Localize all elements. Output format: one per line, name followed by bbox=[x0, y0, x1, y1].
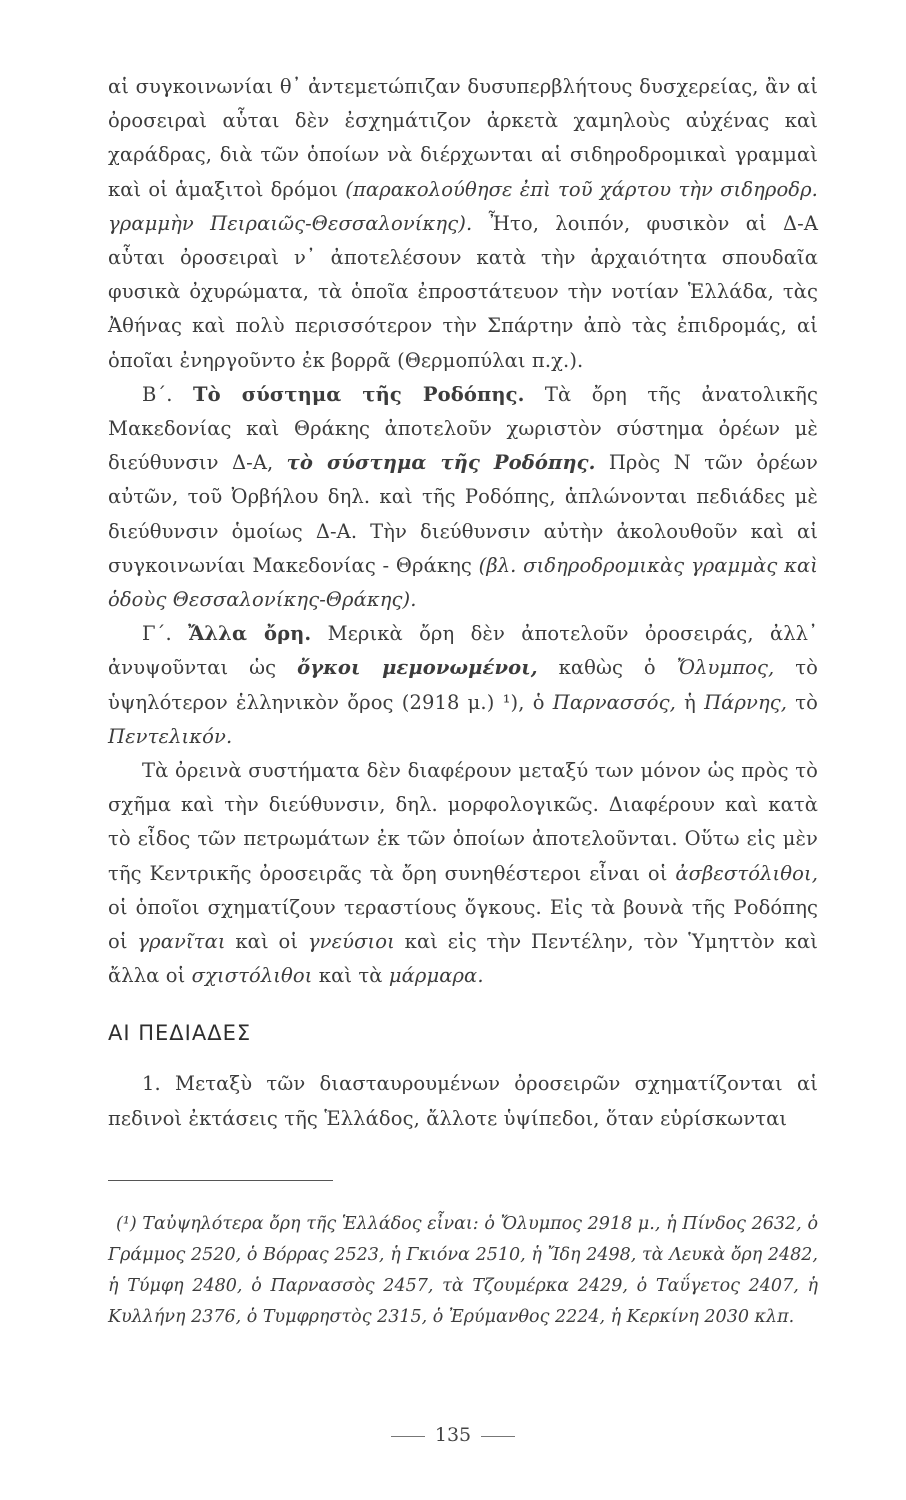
italic-text-run: Πάρνης, bbox=[704, 690, 788, 714]
paragraph-rock-types bbox=[108, 754, 818, 993]
italic-text-run: Ὄλυμπος, bbox=[676, 656, 775, 680]
subsection-heading: Ἄλλα ὄρη. bbox=[188, 622, 312, 646]
italic-text-run: Παρνασσός, bbox=[552, 690, 676, 714]
section-heading: ΑΙ ΠΕΔΙΑΔΕΣ bbox=[108, 1021, 252, 1046]
text-run: Πρὸς Ν τῶν ὀρέων αὐτῶν, τοῦ Ὀρβήλου δηλ. καὶ τῆς Ροδόπης, ἁπλώνονται πεδιάδες μὲ διεύθυνσιν ὁμοίως Δ-Α. Τὴν διεύθυνσιν αὐτὴν ἀκολουθοῦν καὶ αἱ συγκοινωνίαι Μακεδονίας - Θράκης bbox=[108, 451, 818, 577]
italic-text-run: σχιστόλιθοι bbox=[191, 964, 313, 988]
text-run: τὸ ὑψηλότερον ἑλληνικὸν ὄρος (2918 μ.) ¹), ὁ bbox=[108, 656, 818, 714]
bold-italic-text-run: τὸ σύστημα τῆς Ροδόπης. bbox=[286, 451, 596, 475]
text-run: Τὰ ὀρεινὰ συστήματα δὲν διαφέρουν μεταξύ των μόνον ὡς πρὸς τὸ σχῆμα καὶ τὴν διεύθυνσιν, δηλ. μορφολογικῶς. Διαφέρουν καὶ κατὰ τὸ εἶδος τῶν πετρωμάτων ἐκ τῶν ὁποίων ἀποτελοῦνται. Οὕτω εἰς μὲν τῆς Κεντρικῆς ὀροσειρᾶς τὰ ὄρη συνηθέστεροι εἶναι οἱ bbox=[108, 759, 818, 885]
paragraph-rhodope-system bbox=[108, 378, 818, 617]
subsection-heading: Τὸ σύστημα τῆς Ροδόπης. bbox=[193, 382, 525, 406]
text-run: καὶ τὰ bbox=[312, 964, 389, 988]
text-run: τὸ bbox=[787, 690, 818, 714]
paragraph-plains: 1. Μεταξὺ τῶν διασταυρουμένων ὀροσειρῶν σχηματίζονται αἱ πεδινοὶ ἐκτάσεις τῆς Ἑλλάδος, ἄλλοτε ὑψίπεδοι, ὅταν εὑρίσκωνται bbox=[108, 1072, 818, 1130]
page-number-value: 135 bbox=[434, 1424, 472, 1446]
italic-text-run: γρανῖται bbox=[137, 930, 226, 954]
italic-text-run: (παρακολούθησε ἐπὶ τοῦ χάρτου τὴν σιδηροδρ. γραμμὴν Πειραιῶς-Θεσσαλονίκης). bbox=[108, 177, 818, 235]
paragraph-other-mountains bbox=[108, 617, 818, 754]
footnote: (¹) Ταὐψηλότερα ὄρη τῆς Ἑλλάδος εἶναι: ὁ Ὄλυμπος 2918 μ., ἡ Πίνδος 2632, ὁ Γράμμος 2520, ὁ Βόρρας 2523, ἡ Γκιόνα 2510, ἡ Ἴδη 2498, τὰ Λευκὰ ὄρη 2482, ἡ Τύμφη 2480, ὁ Παρνασσὸς 2457, τὰ Τζουμέρκα 2429, ὁ Ταΰγετος 2407, ἡ Κυλλήνη 2376, ὁ Τυμφρηστὸς 2315, ὁ Ἐρύμανθος 2224, ἡ Κερκίνη 2030 κλπ. bbox=[108, 1213, 818, 1327]
page-number-dash-right bbox=[481, 1436, 515, 1437]
italic-text-run: ἀσβεστόλιθοι, bbox=[675, 861, 818, 885]
text-run: καθὼς ὁ bbox=[537, 656, 677, 680]
footnote-divider bbox=[108, 1180, 333, 1181]
text-run: αἱ συγκοινωνίαι θ᾽ ἀντεμετώπιζαν δυσυπερβλήτους δυσχερείας, ἂν αἱ ὀροσειραὶ αὗται δὲν ἐσχημάτιζον ἀρκετὰ χαμηλοὺς αὐχένας καὶ χαράδρας, διὰ τῶν ὁποίων νὰ διέρχωνται αἱ σιδηροδρομικαὶ γραμμαὶ καὶ οἱ ἁμαξιτοὶ δρόμοι bbox=[108, 75, 818, 201]
text-run: ἡ bbox=[675, 690, 705, 714]
text-run: καὶ εἰς τὴν Πεντέλην, τὸν Ὑμηττὸν καὶ ἄλλα οἱ bbox=[108, 930, 818, 988]
section-number: Β΄. bbox=[142, 382, 173, 406]
page-number-dash-left bbox=[391, 1436, 425, 1437]
bold-italic-text-run: ὄγκοι μεμονωμένοι, bbox=[297, 656, 538, 680]
italic-text-run: γνεύσιοι bbox=[307, 930, 395, 954]
paragraph-communications bbox=[108, 70, 818, 378]
italic-text-run: μάρμαρα. bbox=[388, 964, 484, 988]
section-number: Γ΄. bbox=[142, 622, 172, 646]
text-run: καὶ οἱ bbox=[225, 930, 308, 954]
italic-text-run: (βλ. σιδηροδρομικὰς γραμμὰς καὶ ὁδοὺς Θεσσαλονίκης-Θράκης). bbox=[108, 553, 818, 612]
text-run: οἱ ὁποῖοι σχηματίζουν τεραστίους ὄγκους. Εἰς τὰ βουνὰ τῆς Ροδόπης οἱ bbox=[108, 895, 818, 954]
text-run: Ἦτο, λοιπόν, φυσικὸν αἱ Δ-Α αὗται ὀροσειραὶ ν᾽ ἀποτελέσουν κατὰ τὴν ἀρχαιότητα σπουδαῖα φυσικὰ ὀχυρώματα, τὰ ὁποῖα ἐπροστάτευον τὴν νοτίαν Ἑλλάδα, τὰς Ἀθήνας καὶ πολὺ περισσότερον τὴν Σπάρτην ἀπὸ τὰς ἐπιδρομάς, αἱ ὁποῖαι ἐνηργοῦντο ἐκ βορρᾶ (Θερμοπύλαι π.χ.). bbox=[108, 211, 819, 372]
page-number bbox=[0, 1424, 906, 1446]
text-run: Τὰ ὄρη τῆς ἀνατολικῆς Μακεδονίας καὶ Θράκης ἀποτελοῦν χωριστὸν σύστημα ὀρέων μὲ διεύθυνσιν Δ-Α, bbox=[108, 382, 818, 475]
italic-text-run: Πεντελικόν. bbox=[108, 724, 233, 748]
text-run: Μερικὰ ὄρη δὲν ἀποτελοῦν ὀροσειράς, ἀλλ᾽ ἀνυψοῦνται ὡς bbox=[108, 622, 818, 680]
document-page bbox=[108, 70, 818, 1500]
